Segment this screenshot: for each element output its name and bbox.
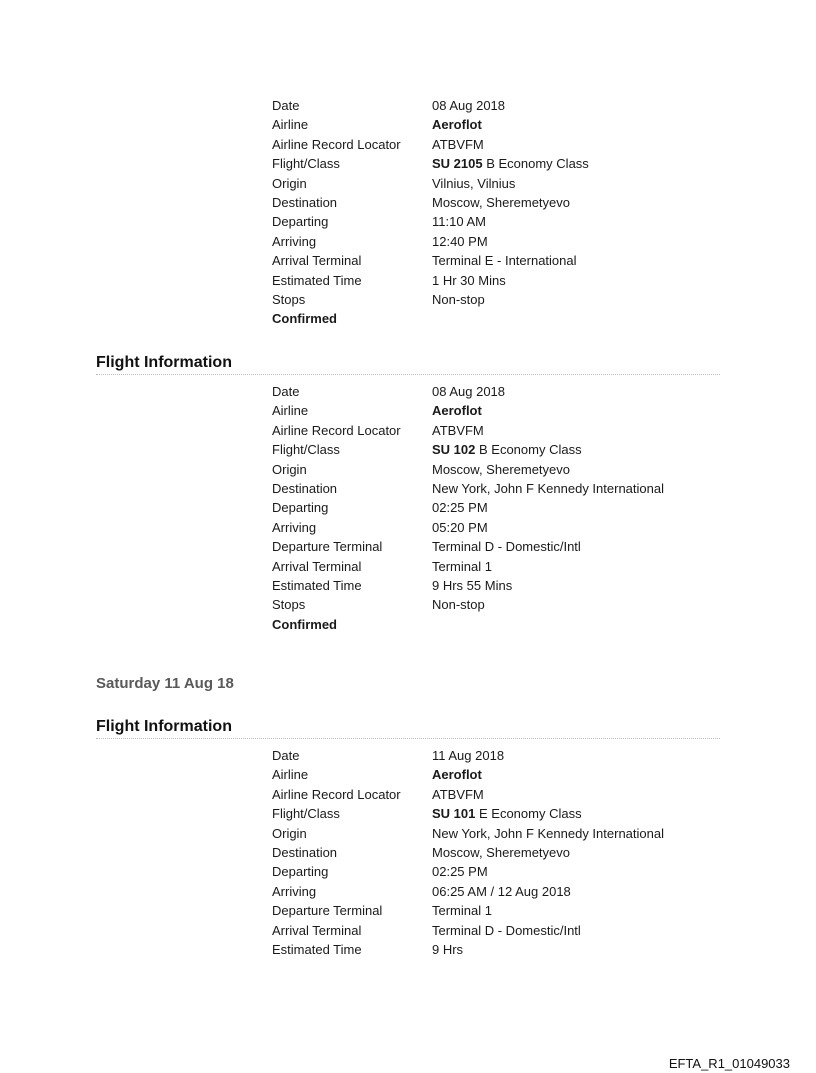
flight-class-label: Flight/Class [272,806,340,822]
cabin-class: B Economy Class [475,442,582,458]
date-value: 08 Aug 2018 [432,384,506,399]
arrival-terminal-value: Terminal 1 [432,558,492,574]
destination-value: New York, John F Kennedy International [432,480,664,496]
destination-value: Moscow, Sheremetyevo [432,844,571,860]
record-locator-label: Airline Record Locator [272,422,401,438]
section-title: Flight Information [96,718,232,735]
origin-value: Vilnius, Vilnius [432,175,516,191]
date-value: 11 Aug 2018 [432,748,505,763]
date-label: Date [272,748,300,763]
departing-label: Departing [272,864,329,880]
stops-label: Stops [272,291,306,307]
estimated-time-value: 9 Hrs 55 Mins [432,577,513,593]
cabin-class: E Economy Class [475,806,582,822]
flight-number: SU 2105 [432,156,483,172]
destination-label: Destination [272,194,338,210]
date-label: Date [272,98,300,113]
arriving-value: 12:40 PM [432,233,488,249]
airline-label: Airline [272,117,309,133]
arriving-label: Arriving [272,519,317,535]
estimated-time-label: Estimated Time [272,577,362,593]
arriving-value: 05:20 PM [432,519,488,535]
estimated-time-label: Estimated Time [272,272,362,288]
status-confirmed: Confirmed [272,616,337,632]
airline-label: Airline [272,767,309,783]
record-locator-value: ATBVFM [432,422,484,438]
arrival-terminal-label: Arrival Terminal [272,558,362,574]
arriving-label: Arriving [272,883,317,899]
stops-value: Non-stop [432,291,485,307]
arriving-value: 06:25 AM / 12 Aug 2018 [432,883,571,899]
estimated-time-value: 9 Hrs [432,941,464,957]
departing-label: Departing [272,500,329,516]
departure-terminal-label: Departure Terminal [272,539,383,555]
arrival-terminal-value: Terminal D - Domestic/Intl [432,922,581,938]
record-locator-label: Airline Record Locator [272,136,401,152]
origin-label: Origin [272,825,307,841]
arriving-label: Arriving [272,233,317,249]
destination-label: Destination [272,480,338,496]
arrival-terminal-label: Arrival Terminal [272,253,362,269]
departing-value: 02:25 PM [432,500,488,516]
origin-value: Moscow, Sheremetyevo [432,461,571,477]
section-header-flight-information [96,352,720,375]
airline-value: Aeroflot [432,767,482,783]
arrival-terminal-label: Arrival Terminal [272,922,362,938]
record-locator-value: ATBVFM [432,786,484,802]
stops-label: Stops [272,597,306,613]
departure-terminal-label: Departure Terminal [272,903,383,919]
date-value: 08 Aug 2018 [432,98,506,113]
record-locator-label: Airline Record Locator [272,786,401,802]
departure-terminal-value: Terminal 1 [432,903,492,919]
estimated-time-value: 1 Hr 30 Mins [432,272,506,288]
departure-terminal-value: Terminal D - Domestic/Intl [432,539,581,555]
section-header-flight-information [96,716,720,739]
airline-value: Aeroflot [432,403,482,419]
day-heading: Saturday 11 Aug 18 [96,675,234,692]
airline-label: Airline [272,403,309,419]
status-confirmed: Confirmed [272,311,337,327]
flight-number: SU 102 [432,442,476,458]
stops-value: Non-stop [432,597,485,613]
section-title: Flight Information [96,354,232,371]
document-id: EFTA_R1_01049033 [668,1056,790,1071]
cabin-class: B Economy Class [482,156,589,172]
flight-class-label: Flight/Class [272,442,340,458]
destination-label: Destination [272,844,338,860]
flight-number: SU 101 [432,806,476,822]
arrival-terminal-value: Terminal E - International [432,253,577,269]
flight-class-value [432,440,582,459]
departing-value: 02:25 PM [432,864,488,880]
flight-class-label: Flight/Class [272,156,340,172]
airline-value: Aeroflot [432,117,482,133]
flight-class-value [432,154,589,173]
origin-label: Origin [272,175,307,191]
departing-label: Departing [272,214,329,230]
date-label: Date [272,384,300,399]
record-locator-value: ATBVFM [432,136,484,152]
estimated-time-label: Estimated Time [272,941,362,957]
flight-class-value [432,804,582,823]
origin-label: Origin [272,461,307,477]
destination-value: Moscow, Sheremetyevo [432,194,571,210]
departing-value: 11:10 AM [432,214,486,230]
origin-value: New York, John F Kennedy International [432,825,664,841]
